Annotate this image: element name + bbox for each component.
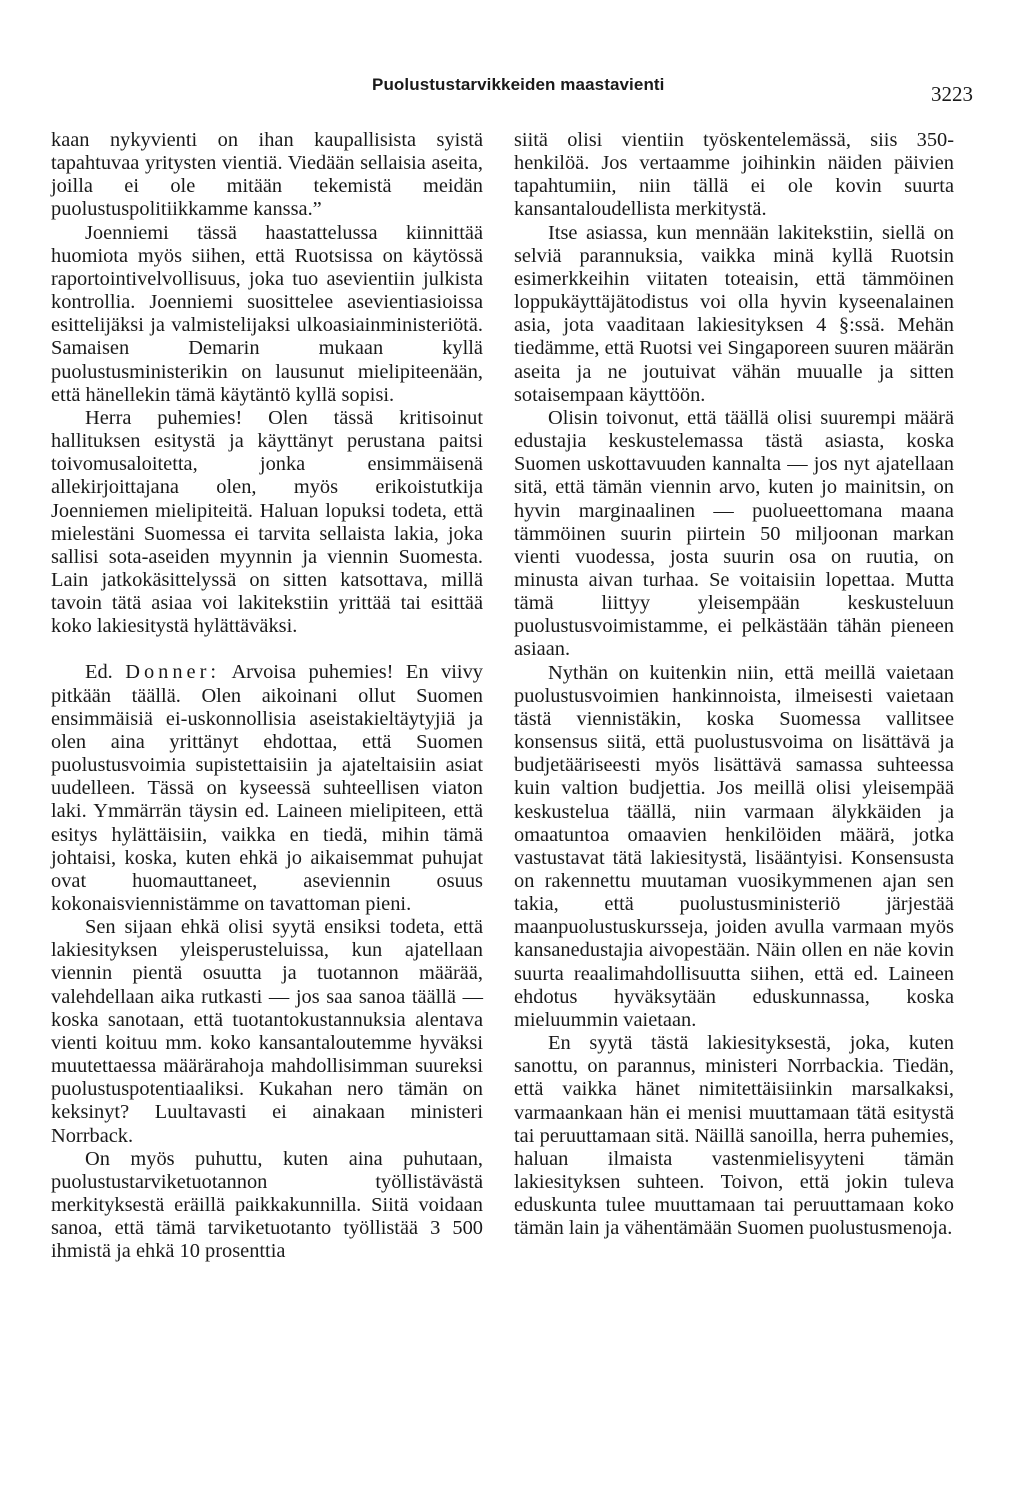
speaker-name: Donner: [125,661,221,684]
left-paragraph-2: Joenniemi tässä haastattelussa kiinnittää huomiota myös siihen, että Ruotsissa on käytössä raportointivelvollisuus, joka tuo asevientiin julkista kontrollia. Joenniemi suosittelee asevientiasioissa esittelijäksi ja valmistelijaksi ulkoasiainministeriötä. Samaisen Demarin mukaan kyllä puolustusministerikin on lausunut mielipiteenään, että hänellekin tämä käytäntö kyllä sopisi. [51,221,483,406]
left-column [51,129,483,1264]
right-column [514,129,954,1241]
right-paragraph-1: siitä olisi vientiin työskentelemässä, siis 350-henkilöä. Jos vertaamme joihinkin näiden päivien tapahtumiin, niin tällä ei ole kovin suurta kansantaloudellista merkitystä. [514,129,954,221]
right-paragraph-3: Olisin toivonut, että täällä olisi suurempi määrä edustajia keskustelemassa tästä asiasta, koska Suomen uskottavuuden kannalta — jos nyt ajatellaan sitä, että tämän viennin arvo, kuten jo mainitsin, on hyvin marginaalinen — puolueettomana maana tämmöinen suurin piirtein 50 miljoonan markan vienti vuodessa, josta suurin osa on ruutia, on minusta aivan turhaa. Se voitaisiin lopettaa. Mutta tämä liittyy yleisempään keskusteluun puolustusvoimistamme, ei pelkästään tähän pieneen asiaan. [514,406,954,661]
speaker-prefix: Ed. [85,661,113,684]
right-paragraph-2: Itse asiassa, kun mennään lakitekstiin, siellä on selviä parannuksia, vaikka minä kyllä Ruotsin esimerkkeihin viitaten toteaisin, että tämmöinen loppukäyttäjätodistus voi olla hyvin kyseenalainen asia, jota vaaditaan lakiesityksen 4 §:ssä. Mehän tiedämme, että Ruotsi vei Singaporeen suuren määrän aseita ja ne joutuivat vähän muualle ja sitten sotaisempaan käyttöön. [514,221,954,406]
left-paragraph-1: kaan nykyvienti on ihan kaupallisista syistä tapahtuvaa yritysten vientiä. Viedään sellaisia aseita, joilla ei ole mitään tekemistä meidän puolustuspolitiikkamme kanssa.” [51,129,483,221]
right-paragraph-4: Nythän on kuitenkin niin, että meillä vaietaan puolustusvoimien hankinnoista, ilmeisesti vaietaan tästä viennistäkin, koska Suomessa vallitsee konsensus siitä, että puolustusvoima on lisättävä ja budjetääriseesti myös lisättävä samassa suhteessa kuin valtion budjettia. Jos meillä olisi yleisempää keskustelua täällä, niin varmaan älykkäiden ja omaatuntoa omaavien henkilöiden määrä, jotka vastustavat tätä lakiesitystä, lisääntyisi. Konsensusta on rakennettu muutaman vuosikymmenen ajan sen takia, että puolustusministeriö järjestää maanpuolustuskursseja, joiden avulla varmaan myös kansanedustajia aivopestään. Näin ollen en näe kovin suurta reaalimahdollisuutta siihen, että ed. Laineen ehdotus hyväksytään eduskunnassa, koska mieluummin vaietaan. [514,661,954,1031]
left-paragraph-3: Herra puhemies! Olen tässä kritisoinut hallituksen esitystä ja käyttänyt perustana paitsi toivomusaloitetta, jonka ensimmäisenä allekirjoittajana olen, myös erikoistutkija Joenniemen mielipiteitä. Haluan lopuksi todeta, että mielestäni Suomessa ei tarvita sellaista lakia, joka sallisi sota-aseiden myynnin ja viennin Suomesta. Lain jatkokäsittelyssä on sitten katsottava, millä tavoin tätä asiaa voi lakitekstiin yrittää tai esittää koko lakiesitystä hylättäväksi. [51,406,483,638]
left-paragraph-6: On myös puhuttu, kuten aina puhutaan, puolustustarviketuotannon työllistävästä merkityksestä eräillä paikkakunnilla. Siitä voidaan sanoa, että tämä tarviketuotanto työllistää 3 500 ihmistä ja ehkä 10 prosenttia [51,1147,483,1263]
speech-text: Arvoisa puhemies! En viivy pitkään täällä. Olen aikoinani ollut Suomen ensimmäisiä ei-uskonnollisia aseistakieltäytyjiä ja olen aina yrittänyt ehdottaa, että Suomen puolustusvoimia supistettaisiin ja ajateltaisiin asiat uudelleen. Tässä on kyseessä suhteellisen viaton laki. Ymmärrän täysin ed. Laineen mielipiteen, että esitys hylättäisiin, vaikka en tiedä, mihin tämä johtaisi, koska, kuten ehkä jo aikaisemmat puhujat ovat huomauttaneet, aseviennin osuus kokonaisviennistämme on tavattoman pieni. [51,661,483,915]
running-head: Puolustustarvikkeiden maastavienti [372,75,665,94]
left-paragraph-4 [51,661,483,916]
left-paragraph-5: Sen sijaan ehkä olisi syytä ensiksi todeta, että lakiesityksen yleisperusteluissa, kun ajatellaan viennin pientä osuutta ja tuotannon määrää, valehdellaan aika rutkasti — jos saa sanoa täällä — koska sanotaan, että tuotantokustannuksia alentava vienti koituu mm. koko kansantaloutemme hyväksi muutettaessa määrärahoja mahdollisimman suureksi puolustuspotentiaaliksi. Kukahan nero tämän on keksinyt? Luultavasti ei ainakaan ministeri Norrback. [51,916,483,1147]
right-paragraph-5: En syytä tästä lakiesityksestä, joka, kuten sanottu, on parannus, ministeri Norrbackia. Tiedän, että vaikka hänet nimitettäisiinkin marsalkaksi, varmaankaan hän ei menisi muuttamaan tätä esitystä tai peruuttamaan sitä. Näillä sanoilla, herra puhemies, haluan ilmaista vastenmielisyyteni tämän lakiesityksen suhteen. Toivon, että jokin tuleva eduskunta tulee muuttamaan tai peruuttamaan koko tämän lain ja vähentämään Suomen puolustusmenoja. [514,1032,954,1240]
page-number: 3223 [931,82,973,106]
